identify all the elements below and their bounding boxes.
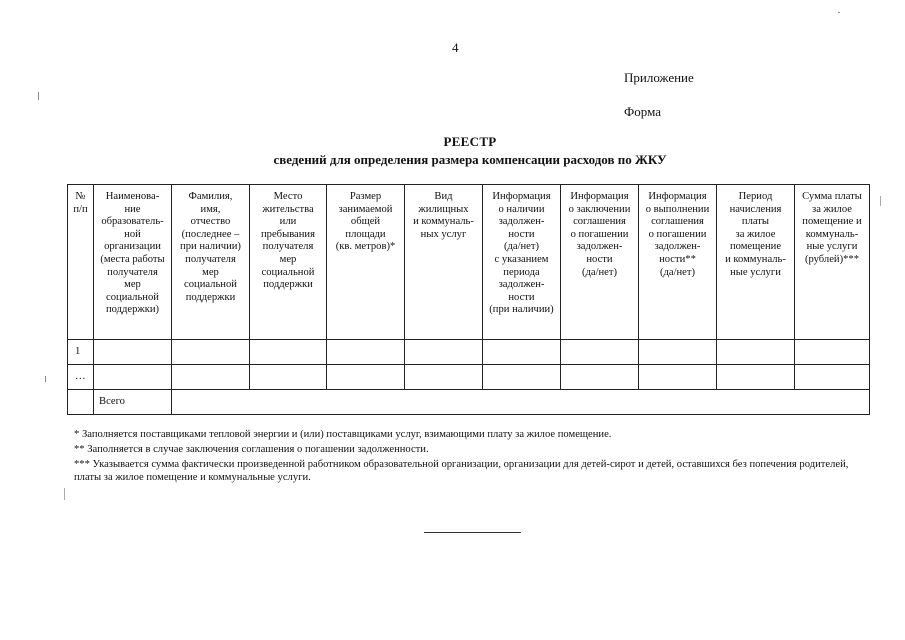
table-cell xyxy=(483,365,561,390)
column-header-organization: Наименова- ние образователь- ной организации (места работы получателя мер социальной поддержки) xyxy=(94,185,172,340)
table-cell xyxy=(717,340,795,365)
table-cell xyxy=(639,340,717,365)
table-cell xyxy=(405,365,483,390)
page-number: 4 xyxy=(452,40,459,55)
column-header-payment-sum: Сумма платы за жилое помещение и коммуналь- ные услуги (рублей)*** xyxy=(795,185,870,340)
footnote-2: ** Заполняется в случае заключения соглашения о погашении задолженности. xyxy=(74,444,429,455)
column-header-residence: Место жительства или пребывания получателя мер социальной поддержки xyxy=(250,185,327,340)
column-header-debt-info: Информация о наличии задолжен- ности (да/нет) с указанием периода задолжен- ности (при наличии) xyxy=(483,185,561,340)
table-header-row xyxy=(68,185,870,340)
table-row xyxy=(68,340,870,365)
column-header-agreement-concluded: Информация о заключении соглашения о погашении задолжен- ности (да/нет) xyxy=(561,185,639,340)
table-cell xyxy=(94,365,172,390)
table-row xyxy=(68,365,870,390)
table-cell xyxy=(250,340,327,365)
column-header-service-type: Вид жилищных и коммуналь- ных услуг xyxy=(405,185,483,340)
footnote-3: *** Указывается сумма фактически произведенной работником образовательной организации, организации для детей-сирот и детей, оставшихся без попечения родителей, платы за жилое помещение и коммунальные услуги. xyxy=(74,459,849,483)
column-header-area: Размер занимаемой общей площади (кв. метров)* xyxy=(327,185,405,340)
table-cell xyxy=(327,365,405,390)
scan-artifact xyxy=(38,92,39,100)
scan-artifact xyxy=(45,376,46,382)
column-header-billing-period: Период начисления платы за жилое помещение и коммуналь- ные услуги xyxy=(717,185,795,340)
table-cell xyxy=(68,390,94,415)
table-cell xyxy=(795,340,870,365)
table-cell xyxy=(561,340,639,365)
scan-artifact xyxy=(838,12,840,13)
table-cell xyxy=(483,340,561,365)
column-header-full-name: Фамилия, имя, отчество (последнее – при наличии) получателя мер социальной поддержки xyxy=(172,185,250,340)
table-cell xyxy=(94,340,172,365)
table-cell xyxy=(405,340,483,365)
column-header-number: № п/п xyxy=(68,185,94,340)
table-cell xyxy=(717,365,795,390)
table-cell xyxy=(250,365,327,390)
document-title: РЕЕСТР xyxy=(443,134,497,149)
total-value-cell xyxy=(172,390,870,415)
table-cell xyxy=(327,340,405,365)
table-total-row xyxy=(68,390,870,415)
column-header-agreement-fulfilled: Информация о выполнении соглашения о погашении задолжен- ности** (да/нет) xyxy=(639,185,717,340)
bottom-divider xyxy=(424,532,521,533)
registry-table xyxy=(67,184,870,415)
form-label: Форма xyxy=(624,104,661,119)
table-cell: 1 xyxy=(68,340,94,365)
scan-artifact xyxy=(64,488,65,500)
table-cell: … xyxy=(68,365,94,390)
table-cell xyxy=(172,365,250,390)
footnote-1: * Заполняется поставщиками тепловой энергии и (или) поставщиками услуг, взимающими плату за жилое помещение. xyxy=(74,429,612,440)
table-cell xyxy=(639,365,717,390)
table-cell xyxy=(172,340,250,365)
table-cell xyxy=(795,365,870,390)
scan-artifact xyxy=(880,196,881,206)
appendix-label: Приложение xyxy=(624,70,694,85)
table-cell xyxy=(561,365,639,390)
total-label: Всего xyxy=(94,390,172,415)
document-subtitle: сведений для определения размера компенсации расходов по ЖКУ xyxy=(273,152,667,167)
